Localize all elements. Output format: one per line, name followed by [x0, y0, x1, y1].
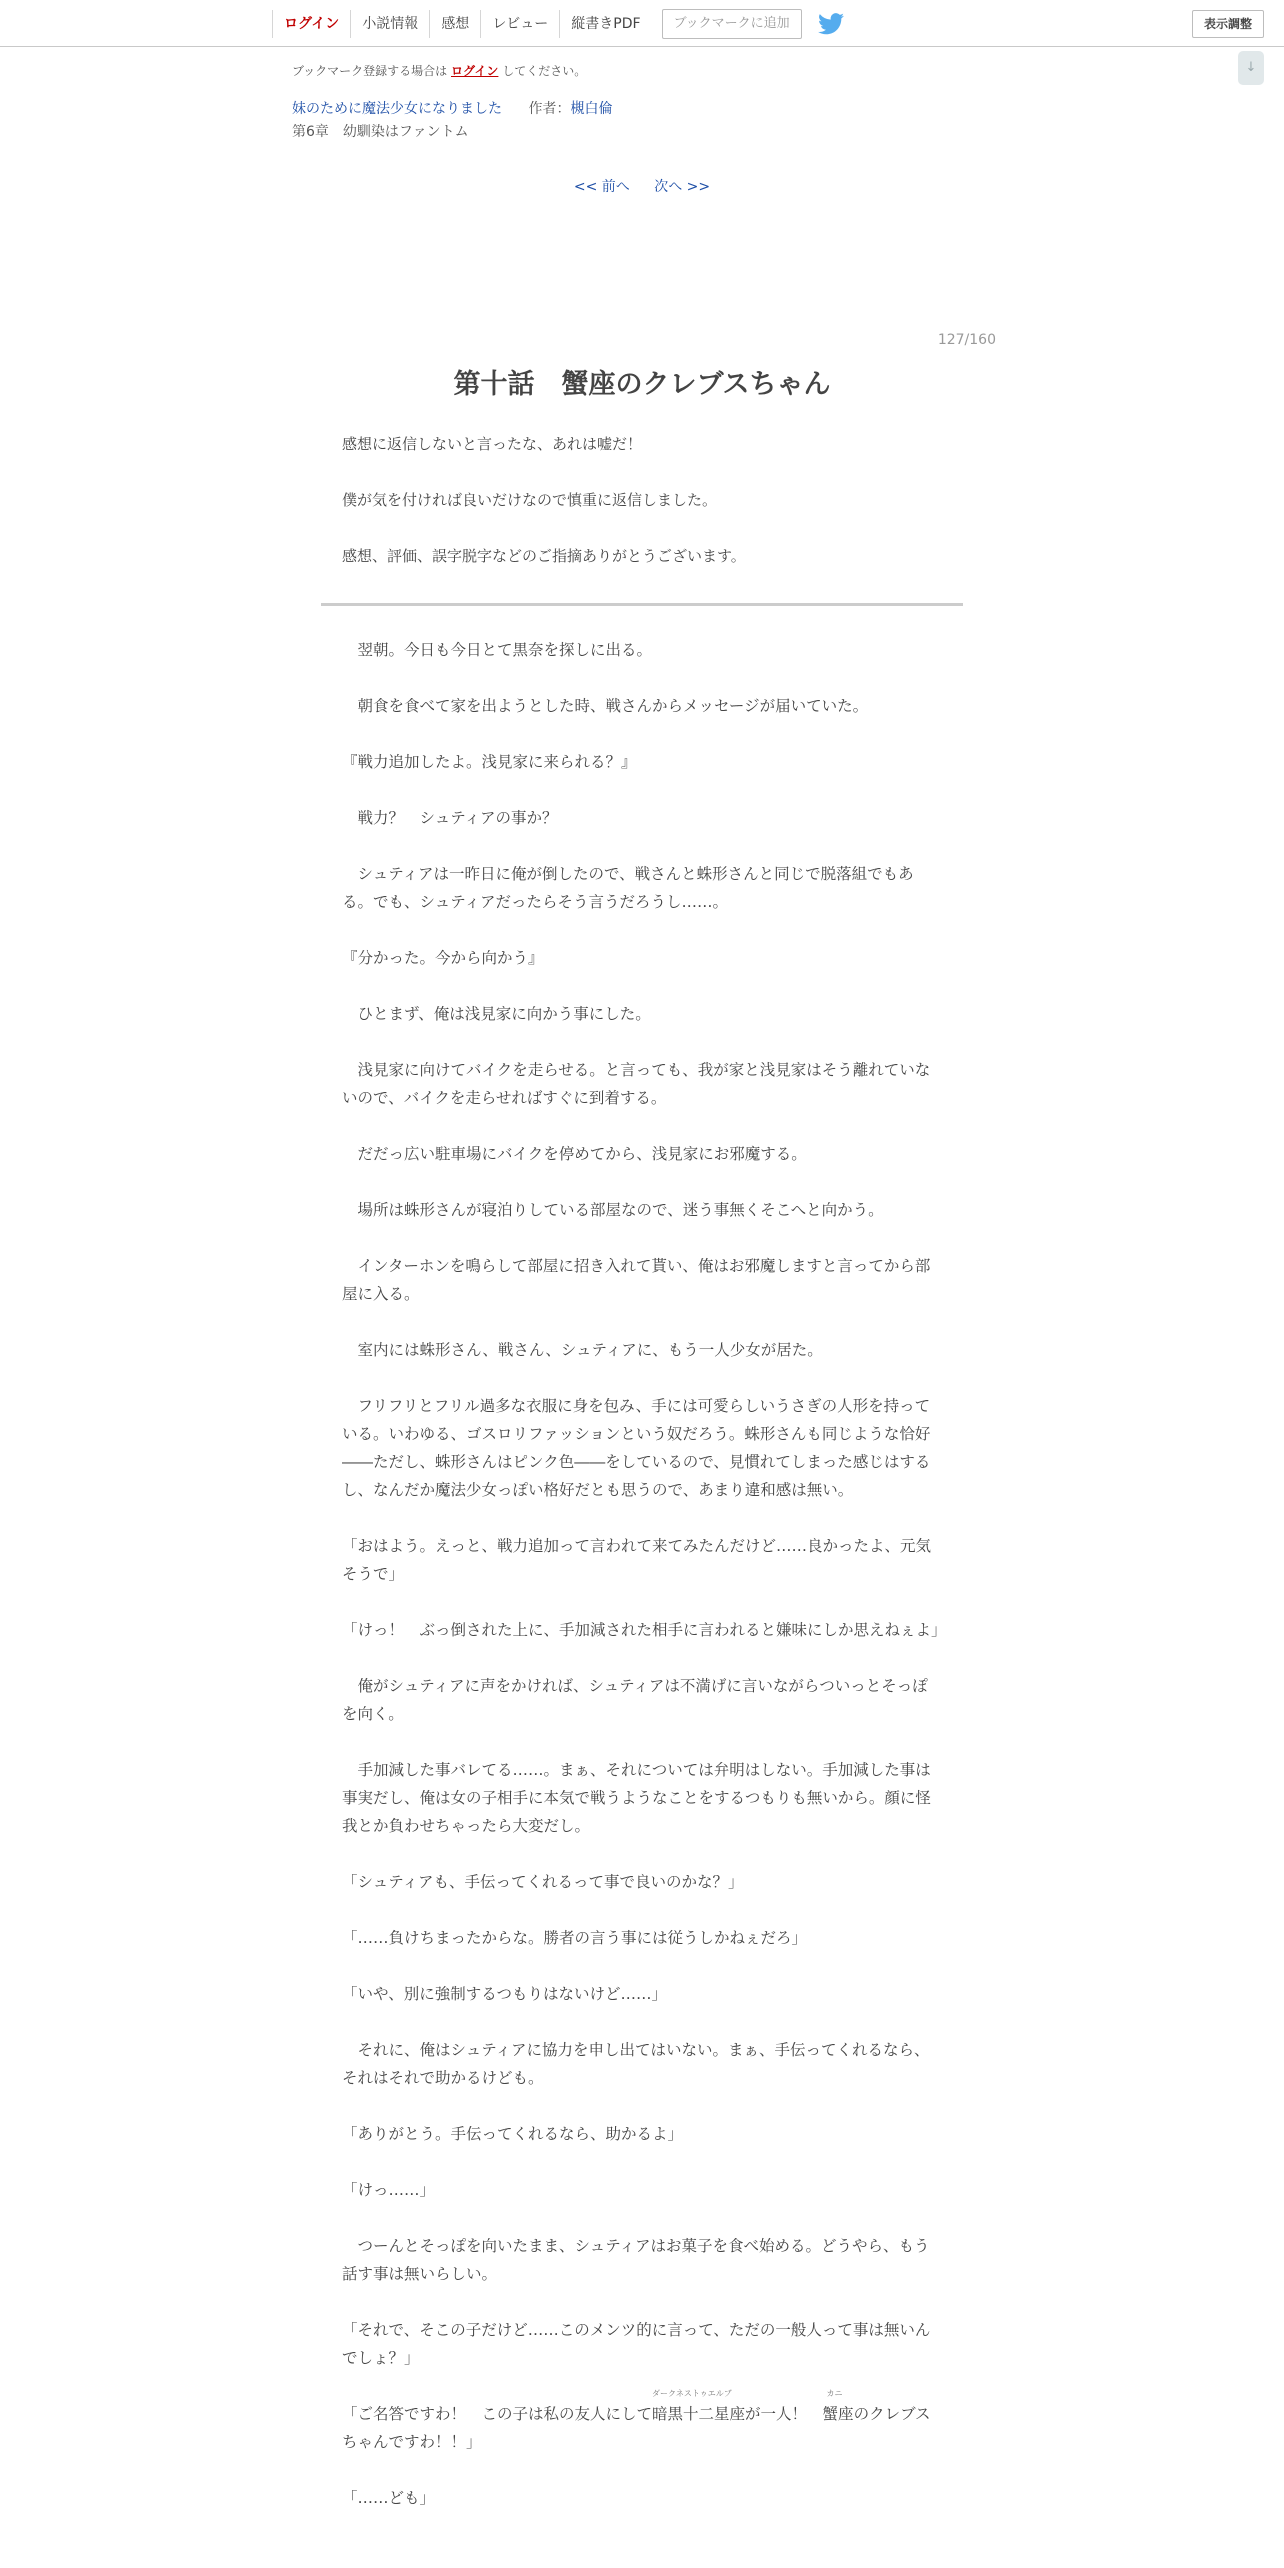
nav-review-link[interactable]: レビュー [480, 10, 559, 38]
notice-login-link[interactable]: ログイン [451, 64, 499, 78]
notice-text-before: ブックマーク登録する場合は [292, 64, 448, 78]
nav-vertical-pdf-link[interactable]: 縦書きPDF [559, 10, 651, 38]
episode-title: 第十話 蟹座のクレブスちゃん [453, 369, 831, 400]
display-settings-button[interactable]: 表示調整 [1192, 10, 1264, 38]
ruby-group [822, 2389, 854, 2428]
body-paragraph: 「けっ！ ぶっ倒された上に、手加減された相手に言われると嫌味にしか思えねぇよ」 [342, 1621, 947, 1639]
body-paragraph: インターホンを鳴らして部屋に招き入れて貰い、俺はお邪魔しますと言ってから部屋に入る。 [342, 1257, 931, 1303]
site-header [0, 0, 1284, 47]
body-paragraph: つーんとそっぽを向いたまま、シュティアはお菓子を食べ始める。どうやら、もう話す事は無いらしい。 [342, 2237, 930, 2283]
episode-pager [0, 176, 1284, 196]
next-episode-link[interactable]: 次へ >> [654, 179, 711, 195]
novel-title-line [292, 98, 612, 118]
body-paragraph: それに、俺はシュティアに協力を申し出てはいない。まぁ、手伝ってくれるなら、それはそれで助かるけども。 [342, 2041, 930, 2087]
body-paragraph: 「それで、そこの子だけど……このメンツ的に言って、ただの一般人って事は無いんでしょ？」 [342, 2321, 931, 2367]
episode-number: 127/160 [937, 332, 996, 348]
body-paragraph: 戦力？ シュティアの事か？ [342, 809, 558, 827]
body-paragraph: ひとまず、俺は浅見家に向かう事にした。 [342, 1005, 651, 1023]
body-paragraph: 『戦力追加したよ。浅見家に来られる？』 [342, 753, 637, 771]
body-paragraph: 翌朝。今日も今日とて黒奈を探しに出る。 [342, 641, 653, 659]
body-paragraph: フリフリとフリル過多な衣服に身を包み、手には可愛らしいうさぎの人形を持っている。いわゆる、ゴスロリファッションという奴だろう。蛛形さんも同じような恰好――ただし、蛛形さんはピンク色――をしているので、見慣れてしまった感じはするし、なんだか魔法少女っぽい格好だとも思うので、あまり違和感は無い。 [342, 1397, 931, 1499]
body-paragraph: 「ありがとう。手伝ってくれるなら、助かるよ」 [342, 2125, 684, 2143]
preface-paragraph: 僕が気を付ければ良いだけなので慎重に返信しました。 [342, 491, 718, 509]
preface [342, 430, 942, 598]
novel-title-link[interactable]: 妹のために魔法少女になりました [292, 101, 502, 117]
ruby-para-text: のクレブスちゃんですわ！！」 [342, 2405, 931, 2451]
body-paragraph: 浅見家に向けてバイクを走らせる。と言っても、我が家と浅見家はそう離れていないので、バイクを走らせればすぐに到着する。 [342, 1061, 931, 1107]
preface-divider [321, 603, 963, 606]
ruby-base: 暗黒十二星座 [652, 2405, 746, 2423]
nav-novel-info-link[interactable]: 小説情報 [350, 10, 429, 38]
episode-body [342, 636, 947, 2540]
preface-paragraph: 感想に返信しないと言ったな、あれは嘘だ！ [342, 435, 643, 453]
preface-paragraph: 感想、評価、誤字脱字などのご指摘ありがとうございます。 [342, 547, 746, 565]
body-paragraph: 「いや、別に強制するつもりはないけど……」 [342, 1985, 668, 2003]
ruby-annotation: カニ [826, 2389, 843, 2398]
author-label: 作者： [528, 101, 571, 117]
chapter-title: 第6章 幼馴染はファントム [292, 124, 469, 140]
body-paragraph: だだっ広い駐車場にバイクを停めてから、浅見家にお邪魔する。 [342, 1145, 807, 1163]
body-paragraph: 室内には蛛形さん、戦さん、シュティアに、もう一人少女が居た。 [342, 1341, 823, 1359]
body-paragraph: 場所は蛛形さんが寝泊りしている部屋なので、迷う事無くそこへと向かう。 [342, 1201, 884, 1219]
ruby-para-text: 「ご名答ですわ！ この子は私の友人にして [342, 2405, 653, 2423]
body-paragraph: 手加減した事バレてる……。まぁ、それについては弁明はしない。手加減した事は事実だし、俺は女の子相手に本気で戦うようなことをするつもりも無いから。顔に怪我とか負わせちゃったら大変だし。 [342, 1761, 931, 1835]
body-paragraph: シュティアは一昨日に俺が倒したので、戦さんと蛛形さんと同じで脱落組でもある。でも、シュティアだったらそう言うだろうし……。 [342, 865, 914, 911]
body-paragraph: 「けっ……」 [342, 2181, 436, 2199]
ruby-group [652, 2389, 746, 2428]
add-bookmark-button[interactable]: ブックマークに追加 [662, 9, 802, 39]
nav-impressions-link[interactable]: 感想 [429, 10, 480, 38]
body-paragraph: 「シュティアも、手伝ってくれるって事で良いのかな？」 [342, 1873, 744, 1891]
author-link[interactable]: 槻白倫 [570, 101, 613, 117]
ruby-para-text: が一人！ [745, 2405, 823, 2423]
body-paragraph: 朝食を食べて家を出ようとした時、戦さんからメッセージが届いていた。 [342, 697, 869, 715]
body-paragraph-with-ruby [342, 2389, 942, 2456]
nav-login-link[interactable]: ログイン [272, 10, 350, 38]
bookmark-login-notice [292, 62, 586, 79]
header-nav [272, 8, 844, 40]
notice-text-after: してください。 [502, 64, 587, 78]
body-paragraph: 『分かった。今から向かう』 [342, 949, 544, 967]
scroll-down-button[interactable]: ↓ [1238, 51, 1264, 85]
ruby-annotation: ダークネストゥエルブ [652, 2389, 732, 2398]
ruby-base: 蟹座 [822, 2405, 854, 2423]
body-paragraph: 俺がシュティアに声をかければ、シュティアは不満げに言いながらついっとそっぽを向く。 [342, 1677, 928, 1723]
body-paragraph: 「おはよう。えっと、戦力追加って言われて来てみたんだけど……良かったよ、元気そうで」 [342, 1537, 932, 1583]
body-paragraph: 「……ども」 [342, 2489, 436, 2507]
prev-episode-link[interactable]: << 前へ [573, 179, 630, 195]
body-paragraph: 「……負けちまったからな。勝者の言う事には従うしかねぇだろ」 [342, 1929, 808, 1947]
twitter-icon[interactable] [818, 13, 844, 35]
